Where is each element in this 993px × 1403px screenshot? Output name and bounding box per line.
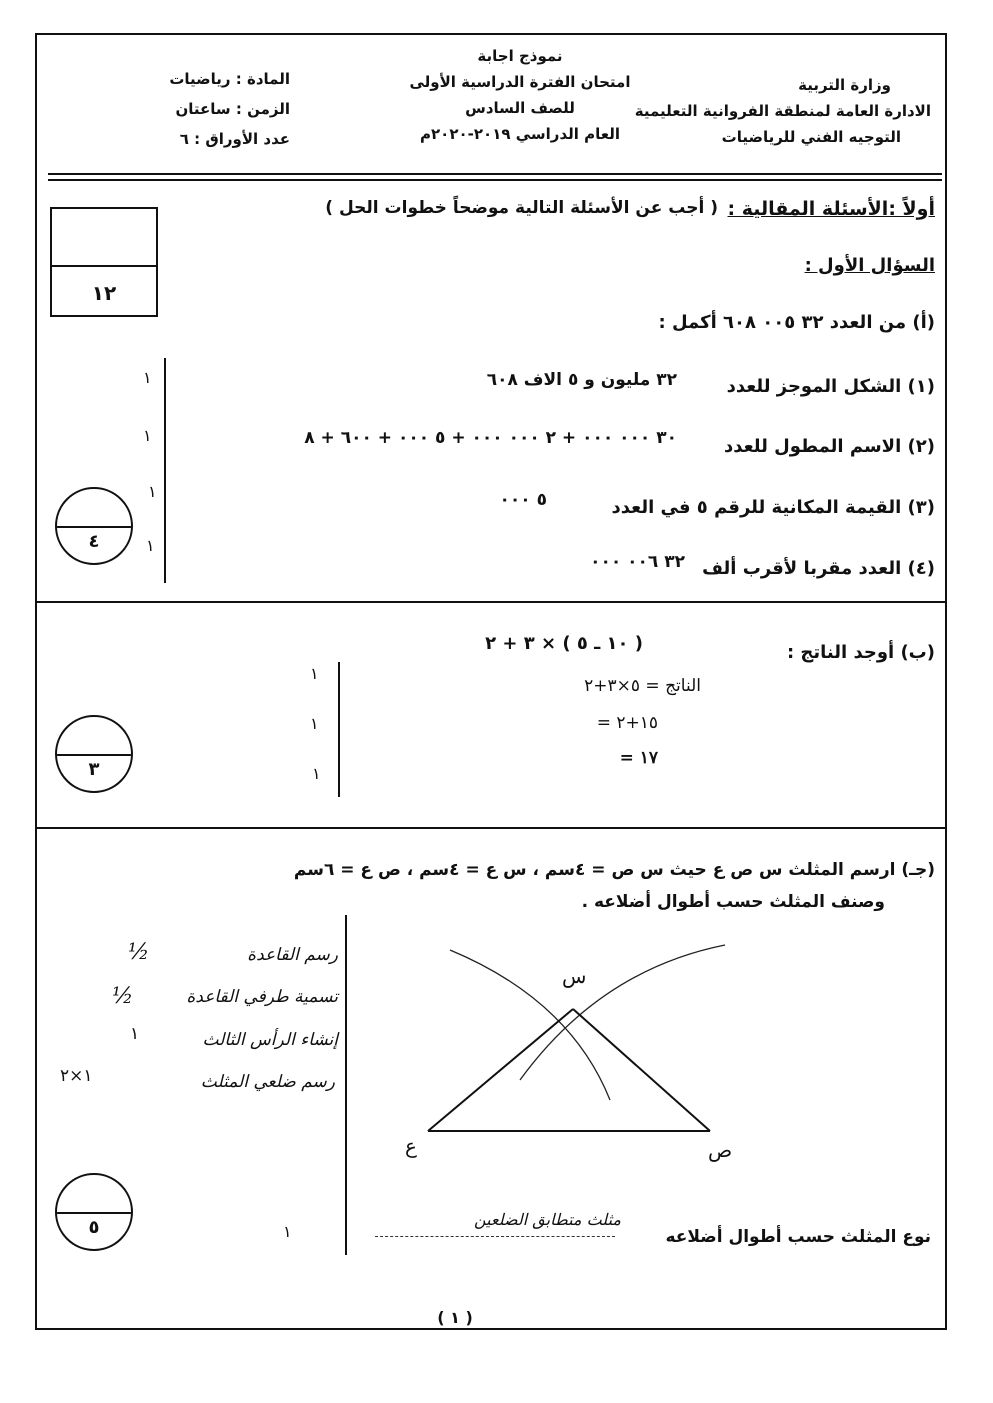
header-left <box>160 64 290 154</box>
circle-divider <box>57 1212 131 1214</box>
part-a-prompt: (أ) من العدد ٣٢ ٠٠٥ ٦٠٨ أكمل : <box>658 312 935 333</box>
pages-count-label: عدد الأوراق : ٦ <box>179 130 290 148</box>
part-c-score-circle <box>55 1173 133 1251</box>
part-b-margin-line <box>338 662 340 797</box>
total-score-box <box>50 207 158 317</box>
rubric-1-text: رسم القاعدة <box>247 945 338 965</box>
part-c-margin-line <box>345 915 347 1255</box>
section-title-text: أولاً :الأسئلة المقالية : <box>727 198 935 220</box>
classification-mark: ١ <box>283 1222 292 1241</box>
ministry-name: وزارة التربية <box>798 76 891 94</box>
part-a-score: ٤ <box>88 531 100 552</box>
part-b-score-circle <box>55 715 133 793</box>
grade-label: للصف السادس <box>465 99 575 117</box>
rubric-2-text: تسمية طرفي القاعدة <box>186 987 338 1007</box>
classification-dotted-line <box>375 1236 615 1237</box>
section-instruction: ( أجب عن الأسئلة التالية موضحاً خطوات الحل ) <box>325 198 718 218</box>
circle-divider <box>57 526 131 528</box>
part-a-item-2-mark: ١ <box>143 426 152 445</box>
part-a-item-3-label: (٣) القيمة المكانية للرقم ٥ في العدد <box>611 497 935 518</box>
part-c-score: ٥ <box>88 1217 100 1238</box>
vertex-top-label: س <box>562 964 587 988</box>
total-score: ١٢ <box>91 281 117 305</box>
question1-title: السؤال الأول : <box>804 255 935 276</box>
school-year: العام الدراسي ٢٠١٩-٢٠٢٠م <box>420 125 620 143</box>
part-a-item-4-mark: ١ <box>146 536 155 555</box>
exam-title: امتحان الفترة الدراسية الأولى <box>409 73 631 91</box>
part-a-item-3-mark: ١ <box>148 482 157 501</box>
part-a-item-4-label: (٤) العدد مقربا لأقرب ألف <box>702 558 935 579</box>
part-b-step-3: = ١٧ <box>619 748 658 768</box>
part-a-item-2-answer: ٣٠ ٠٠٠ ٠٠٠ + ٢ ٠٠٠ ٠٠٠ + ٥ ٠٠٠ + ٦٠٠ + ٨ <box>304 428 677 448</box>
part-a-item-3-answer: ٥ ٠٠٠ <box>499 490 547 510</box>
rubric-4-text: رسم ضلعي المثلث <box>200 1072 335 1092</box>
page-number: ( ١ ) <box>437 1308 473 1327</box>
vertex-right-label: ص <box>708 1138 733 1162</box>
part-b-mark-1: ١ <box>310 664 319 683</box>
classification-answer: مثلث متطابق الضلعين <box>474 1210 621 1229</box>
part-a-item-1-answer: ٣٢ مليون و ٥ الاف ٦٠٨ <box>486 370 677 390</box>
part-b-step-1: الناتج = ٥×٣+٢ <box>584 676 701 696</box>
part-a-item-4-answer: ٣٢ ٠٠٦ ٠٠٠ <box>590 552 685 572</box>
part-b-prompt: (ب) أوجد الناتج : <box>786 642 935 663</box>
rubric-4-mark: ١×٢ <box>60 1066 93 1086</box>
side-right <box>573 1009 710 1131</box>
circle-divider <box>57 754 131 756</box>
part-b-divider <box>36 827 946 829</box>
part-a-score-circle <box>55 487 133 565</box>
part-b-score: ٣ <box>88 759 100 780</box>
classification-label: نوع المثلث حسب أطوال أضلاعه <box>665 1227 931 1247</box>
rubric-3-mark: ١ <box>130 1024 140 1044</box>
section-title <box>728 198 936 220</box>
rubric-2-mark: ½ <box>112 984 134 1009</box>
part-a-item-1-mark: ١ <box>143 368 152 387</box>
side-left <box>428 1009 573 1131</box>
rubric-1-mark: ½ <box>128 940 150 965</box>
answer-model-label: نموذج اجابة <box>477 47 563 65</box>
part-a-item-1-label: (١) الشكل الموجز للعدد <box>726 376 935 397</box>
department-name: التوجيه الفني للرياضيات <box>721 128 901 146</box>
part-b-mark-2: ١ <box>310 714 319 733</box>
header-divider <box>48 173 942 175</box>
part-b-mark-3: ١ <box>312 764 321 783</box>
header-center <box>400 43 640 147</box>
vertex-left-label: ع <box>405 1134 417 1158</box>
part-b-expression: ( ١٠ ـ ٥ ) × ٣ + ٢ <box>485 633 643 654</box>
part-a-margin-line <box>164 358 166 583</box>
part-c-prompt-line1: (جـ) ارسم المثلث س ص ع حيث س ص = ٤سم ، س ع = ٤سم ، ص ع = ٦سم <box>293 860 935 880</box>
header-divider-2 <box>48 179 942 181</box>
score-box-divider <box>52 265 156 267</box>
header-right <box>635 72 931 150</box>
directorate-name: الادارة العامة لمنطقة الفروانية التعليمية <box>634 102 931 120</box>
duration-label: الزمن : ساعتان <box>175 100 290 118</box>
part-b-step-2: = ١٥+٢ <box>596 713 658 733</box>
part-a-divider <box>36 601 946 603</box>
rubric-3-text: إنشاء الرأس الثالث <box>202 1030 338 1050</box>
subject-label: المادة : رياضيات <box>169 70 290 88</box>
part-c-prompt-line2: وصنف المثلث حسب أطوال أضلاعه . <box>581 892 885 912</box>
part-a-item-2-label: (٢) الاسم المطول للعدد <box>724 436 935 457</box>
